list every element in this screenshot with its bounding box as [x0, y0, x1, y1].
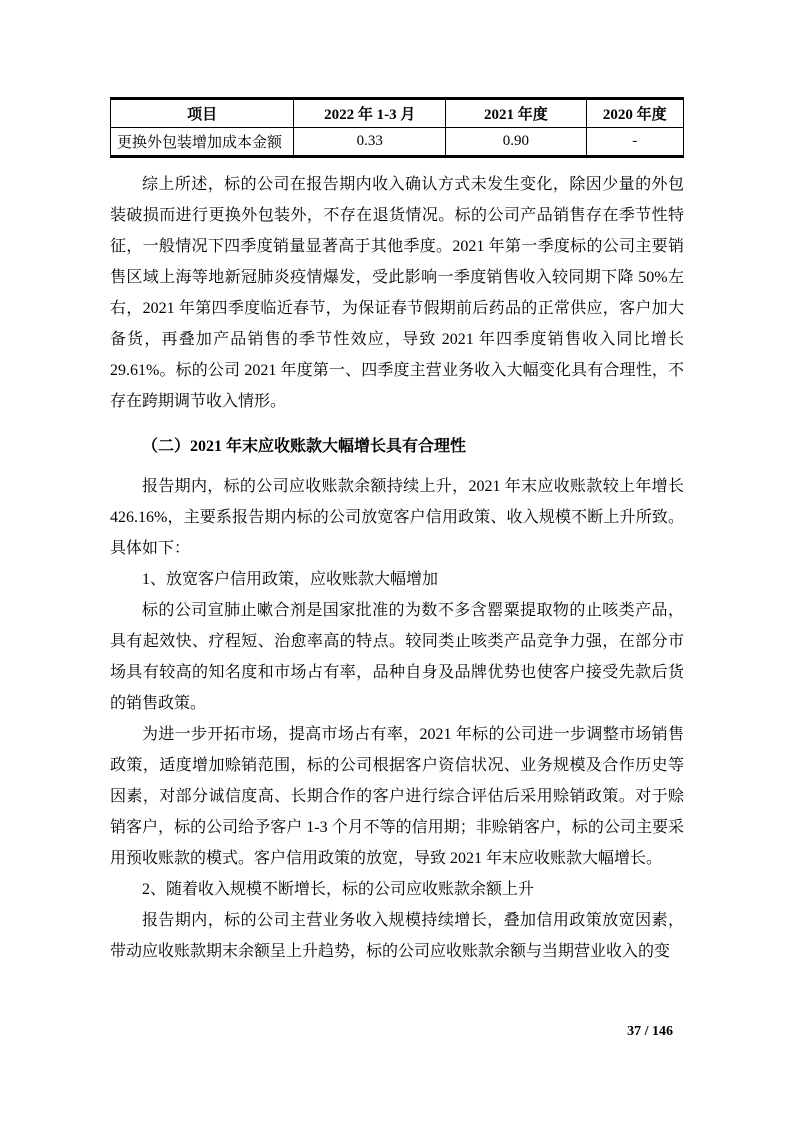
paragraph-product-advantage: 标的公司宣肺止嗽合剂是国家批准的为数不多含罂粟提取物的止咳类产品，具有起效快、疗程短、治愈率高的特点。较同类止咳类产品竞争力强，在部分市场具有较高的知名度和市场占有率，品种自身及品牌优势也使客户接受先款后货的销售政策。	[110, 602, 684, 712]
table-cell-item: 更换外包装增加成本金额	[111, 128, 294, 157]
table-cell-2020: -	[586, 128, 683, 157]
section-heading: （二）2021 年末应收账款大幅增长具有合理性	[142, 438, 467, 455]
table-cell-2022: 0.33	[294, 128, 446, 157]
paragraph-revenue-growth: 报告期内，标的公司主营业务收入规模持续增长，叠加信用政策放宽因素，带动应收账款期末余额呈上升趋势，标的公司应收账款余额与当期营业收入的变	[110, 912, 684, 960]
table-row	[111, 128, 684, 157]
body-text	[110, 169, 684, 967]
table-cell-2021: 0.90	[446, 128, 586, 157]
paragraph-credit-policy: 为进一步开拓市场，提高市场占有率，2021 年标的公司进一步调整市场销售政策，适度增加赊销范围，标的公司根据客户资信状况、业务规模及合作历史等因素，对部分诚信度高、长期合作的客户进行综合评估后采用赊销政策。对于赊销客户，标的公司给予客户 1-3 个月不等的信用期；非赊销客户，标的公司主要采用预收账款的模式。客户信用政策的放宽，导致 2021 年末应收账款大幅增长。	[110, 726, 684, 867]
subitem-1-title: 1、放宽客户信用政策，应收账款大幅增加	[142, 571, 439, 588]
table-header-2021: 2021 年度	[446, 99, 586, 128]
subitem-2-title: 2、随着收入规模不断增长，标的公司应收账款余额上升	[142, 881, 535, 898]
page-number: 37 / 146	[627, 1024, 673, 1039]
table-header-item: 项目	[111, 99, 294, 128]
paragraph-summary: 综上所述，标的公司在报告期内收入确认方式未发生变化，除因少量的外包装破损而进行更换外包装外，不存在退货情况。标的公司产品销售存在季节性特征，一般情况下四季度销量显著高于其他季度。2021 年第一季度标的公司主要销售区域上海等地新冠肺炎疫情爆发，受此影响一季度销售收入较同期下降 50%左右，2021 年第四季度临近春节，为保证春节假期前后药品的正常供应，客户加大备货，再叠加产品销售的季节性效应，导致 2021 年四季度销售收入同比增长 29.61%。标的公司 2021 年度第一、四季度主营业务收入大幅变化具有合理性，不存在跨期调节收入情形。	[110, 176, 684, 410]
table-header-2022: 2022 年 1-3 月	[294, 99, 446, 128]
paragraph-receivables-intro: 报告期内，标的公司应收账款余额持续上升，2021 年末应收账款较上年增长 426.16%，主要系报告期内标的公司放宽客户信用政策、收入规模不断上升所致。具体如下：	[110, 478, 684, 557]
repackaging-cost-table	[110, 97, 684, 158]
table-header-2020: 2020 年度	[586, 99, 683, 128]
table-header-row	[111, 99, 684, 128]
content-column	[110, 97, 684, 967]
